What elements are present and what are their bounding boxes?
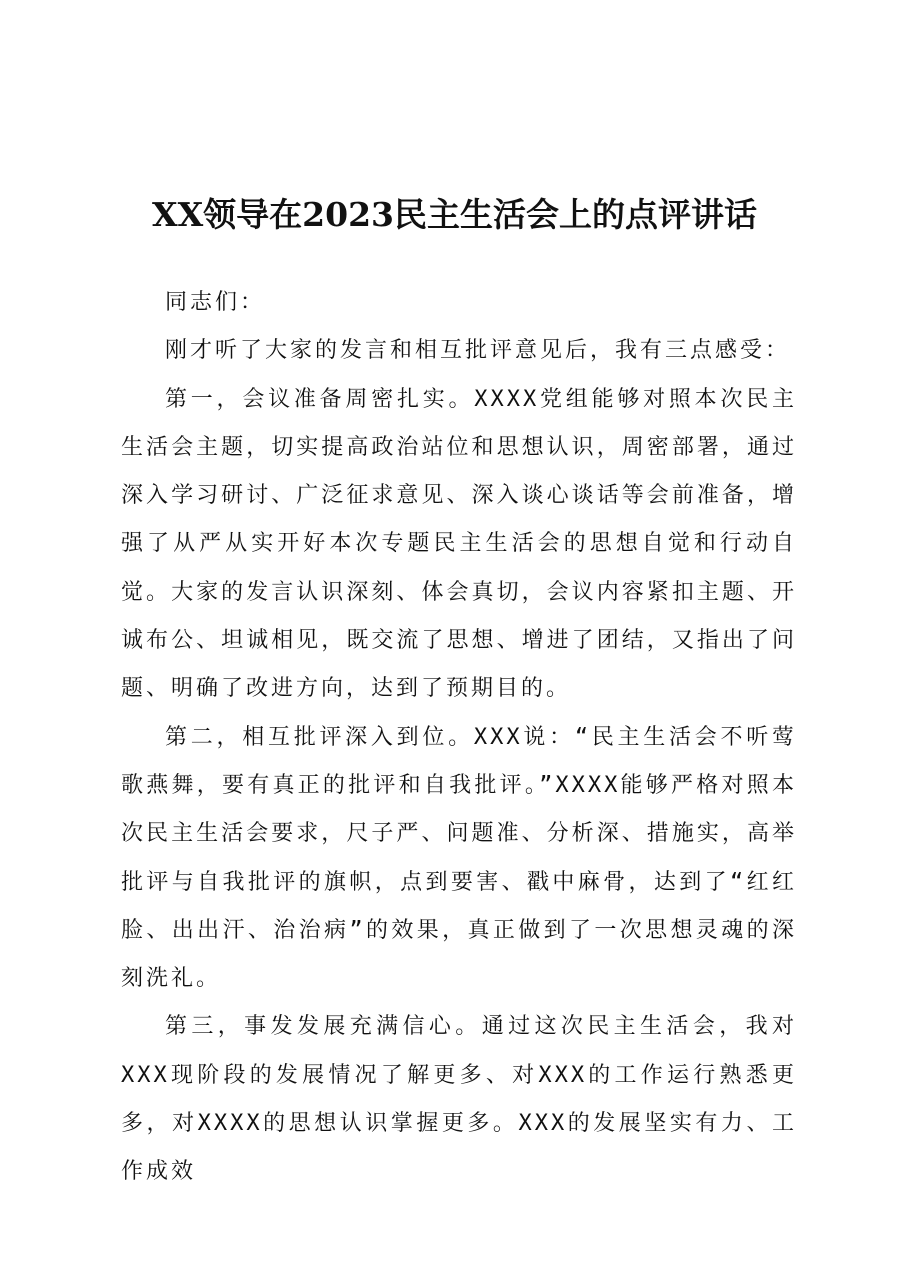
intro-paragraph: 刚才听了大家的发言和相互批评意见后，我有三点感受： <box>165 338 791 364</box>
document-title: XX领导在2023民主生活会上的点评讲话 <box>151 195 758 234</box>
point-three-paragraph: 第三，事发发展充满信心。通过这次民主生活会，我对XXX现阶段的发展情况了解更多、对XXX的工作运行熟悉更多，对XXXX的思想认识掌握更多。XXX的发展坚实有力、工作成效 <box>121 1014 797 1185</box>
point-two-paragraph: 第二，相互批评深入到位。XXX说：“民主生活会不听莺歌燕舞，要有真正的批评和自我批评。”XXXX能够严格对照本次民主生活会要求，尺子严、问题准、分析深、措施实，高举批评与自我批评的旗帜，点到要害、戳中麻骨，达到了“红红脸、出出汗、治治病”的效果，真正做到了一次思想灵魂的深刻洗礼。 <box>121 724 797 992</box>
salutation-paragraph: 同志们： <box>165 290 266 315</box>
point-one-paragraph: 第一，会议准备周密扎实。XXXX党组能够对照本次民主生活会主题，切实提高政治站位和思想认识，周密部署，通过深入学习研讨、广泛征求意见、深入谈心谈话等会前准备，增强了从严从实开好本次专题民主生活会的思想自觉和行动自觉。大家的发言认识深刻、体会真切，会议内容紧扣主题、开诚布公、坦诚相见，既交流了思想、增进了团结，又指出了问题、明确了改进方向，达到了预期目的。 <box>121 386 797 702</box>
document-body <box>121 279 797 1197</box>
